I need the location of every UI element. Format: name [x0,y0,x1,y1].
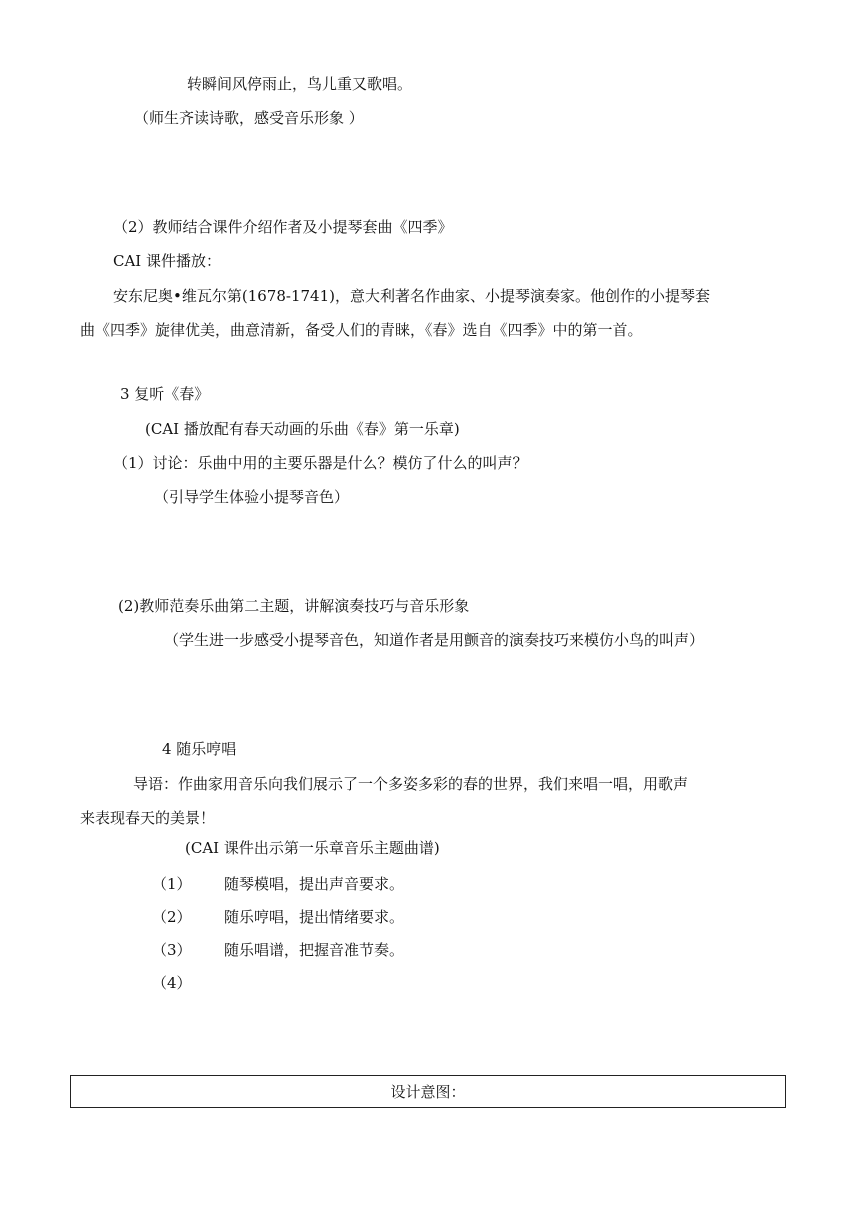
discussion-question: （1）讨论：乐曲中用的主要乐器是什么？模仿了什么的叫声？ [113,454,528,472]
step-text: 随琴模唱，提出声音要求。 [224,875,405,893]
section-2-heading: （2）教师结合课件介绍作者及小提琴套曲《四季》 [113,218,453,236]
step-text: 随乐哼唱，提出情绪要求。 [224,908,405,926]
section-4-cai-note: (CAI 课件出示第一乐章音乐主题曲谱) [185,839,440,857]
step-number: （1） [152,875,192,893]
composer-paragraph-line-2: 曲《四季》旋律优美，曲意清新，备受人们的青睐，《春》选自《四季》中的第一首。 [80,321,643,339]
section-4-intro-line-1: 导语：作曲家用音乐向我们展示了一个多姿多彩的春的世界，我们来唱一唱，用歌声 [133,775,689,793]
design-intent-label: 设计意图： [390,1082,466,1101]
step-number: （2） [152,908,192,926]
design-intent-box [70,1075,786,1108]
cai-playback-label: CAI 课件播放： [113,252,222,270]
step-item [152,973,224,993]
step-number: （4） [152,974,192,992]
step-item [152,907,404,927]
guidance-note: （引导学生体验小提琴音色） [154,488,350,506]
step-number: （3） [152,941,192,959]
poem-reading-note: （师生齐读诗歌，感受音乐形象 ） [134,109,364,127]
section-3-heading: 3 复听《春》 [120,385,210,403]
step-item [152,940,404,960]
section-4-heading: 4 随乐哼唱 [162,740,237,758]
section-3-cai-note: (CAI 播放配有春天动画的乐曲《春》第一乐章) [145,420,460,438]
teacher-demo-note: （学生进一步感受小提琴音色，知道作者是用颤音的演奏技巧来模仿小鸟的叫声） [164,631,705,649]
section-4-intro-line-2: 来表现春天的美景！ [80,809,216,827]
step-text: 随乐唱谱，把握音准节奏。 [224,941,405,959]
teacher-demo-heading: (2)教师范奏乐曲第二主题，讲解演奏技巧与音乐形象 [118,597,470,615]
step-item [152,874,404,894]
poem-line: 转瞬间风停雨止，鸟儿重又歌唱。 [187,75,413,93]
composer-paragraph-line-1: 安东尼奥•维瓦尔第(1678-1741)，意大利著名作曲家、小提琴演奏家。他创作的小提琴套 [113,287,710,305]
